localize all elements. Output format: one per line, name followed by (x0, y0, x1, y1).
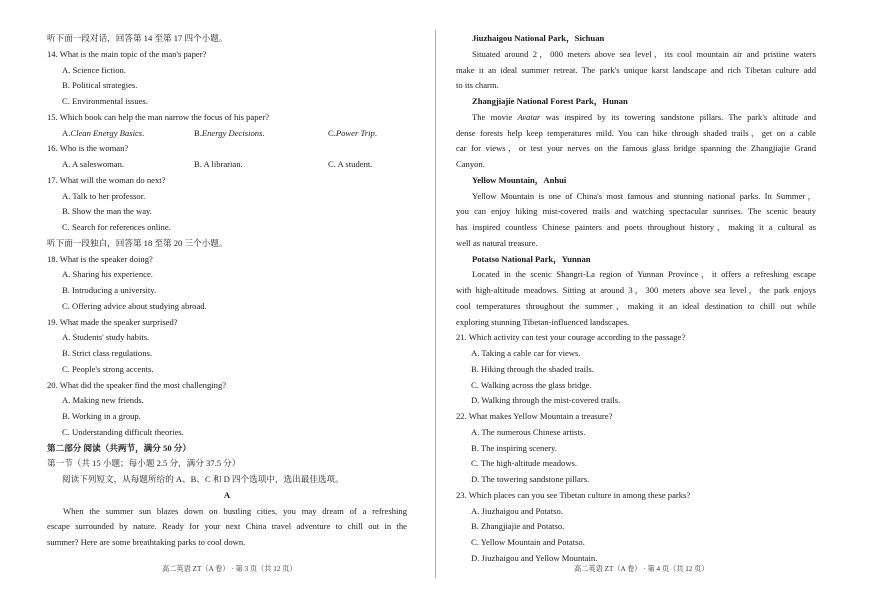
park-1-line-2: make it an ideal summer retreat. The park's unique karst landscape and rich Tibetan culture add (456, 64, 816, 75)
question-20-option-a[interactable]: A. Making new friends. (62, 395, 144, 406)
question-15-options (47, 126, 407, 142)
question-19-option-a[interactable]: A. Students' study habits. (62, 332, 150, 343)
left-page-footer: 高二英语 ZT（A 卷） · 第 3 页（共 12 页） (162, 565, 297, 573)
question-23-stem: 23. Which places can you see Tibetan culture in among these parks? (456, 489, 691, 500)
question-20-option-b[interactable]: B. Working in a group. (62, 411, 141, 421)
question-18-option-c[interactable]: C. Offering advice about studying abroad. (62, 300, 207, 311)
park-3-line-3: has inspired countless Chinese painters and poets throughout history，making it a cultural as (456, 222, 816, 232)
question-16-option-a[interactable]: A. A saleswoman. (62, 159, 125, 169)
question-16-option-c[interactable]: C. A student. (328, 159, 373, 169)
park-4-line-1: Located in the scenic Shangri-La region of Yunnan Province，it offers a refreshing escape (472, 269, 816, 280)
question-18-stem: 18. What is the speaker doing? (47, 253, 153, 264)
reading-instructions: 阅读下列短文，从每题所给的 A、B、C 和 D 四个选项中，选出最佳选项。 (62, 474, 344, 484)
right-page-column (456, 31, 816, 567)
question-15-option-a[interactable]: A.Clean Energy Basics. (62, 127, 145, 138)
park-3-line-1: Yellow Mountain is one of China's most famous and stunning national parks. In Summer， (472, 190, 816, 201)
question-14-option-b[interactable]: B. Political strategies. (62, 80, 138, 91)
column-divider (435, 30, 436, 578)
park-4-line-2: with high-altitude meadows. Sitting at around 3，300 meters above sea level，the park enjoys (456, 285, 816, 295)
question-22-option-d[interactable]: D. The towering sandstone pillars. (471, 474, 590, 484)
question-20-option-c[interactable]: C. Understanding difficult theories. (62, 426, 184, 437)
park-3-line-4: well as natural treasure. (456, 237, 538, 248)
question-15-stem: 15. Which book can help the man narrow the focus of his paper? (47, 111, 270, 122)
question-23-option-a[interactable]: A. Jiuzhaigou and Potatso. (471, 505, 563, 516)
question-18-option-a[interactable]: A. Sharing his experience. (62, 269, 153, 280)
question-20-stem: 20. What did the speaker find the most challenging? (47, 379, 227, 390)
park-1-line-3: to its charm. (456, 80, 499, 91)
park-2-line-3: car for views，or test your nerves on the famous glass bridge spanning the Zhangjiajie Grand (456, 143, 816, 154)
question-19-option-c[interactable]: C. People's strong accents. (62, 363, 154, 374)
question-15-option-b[interactable]: B.Energy Decisions. (194, 127, 265, 138)
park-3-line-2: you can enjoy hiking mist-covered trails and watching spectacular sunrises. The scenic beauty (456, 206, 816, 217)
question-19-stem: 19. What made the speaker surprised? (47, 316, 178, 327)
question-23-option-d[interactable]: D. Jiuzhaigou and Yellow Mountain. (471, 552, 598, 563)
question-18-option-b[interactable]: B. Introducing a university. (62, 285, 157, 295)
question-22-stem: 22. What makes Yellow Mountain a treasure? (456, 411, 613, 421)
question-17-option-c[interactable]: C. Search for references online. (62, 222, 171, 232)
listening-section-intro: 听下面一段对话，回答第 14 至第 17 四个小题。 (47, 33, 228, 43)
question-17-stem: 17. What will the woman do next? (47, 174, 166, 185)
question-19-option-b[interactable]: B. Strict class regulations. (62, 348, 152, 358)
movie-title: Avatar (517, 111, 541, 122)
question-16-options (47, 157, 407, 173)
question-21-stem: 21. Which activity can test your courage according to the passage? (456, 332, 686, 343)
passage-intro-line-2: escape surrounded by nature. Ready for your next China travel adventure to chill out in the (47, 521, 407, 532)
section-1-title: 第一节（共 15 小题；每小题 2.5 分，满分 37.5 分） (47, 458, 241, 469)
passage-a-label: A (223, 489, 231, 500)
park-4-title: Potatso National Park，Yunnan (472, 253, 591, 264)
left-page-column (47, 31, 407, 551)
question-16-option-b[interactable]: B. A librarian. (194, 159, 243, 169)
monologue-section-intro: 听下面一段独白，回答第 18 至第 20 三个小题。 (47, 237, 228, 248)
question-16-stem: 16. Who is the woman? (47, 143, 129, 154)
question-14-option-a[interactable]: A. Science fiction. (62, 64, 126, 75)
question-22-option-b[interactable]: B. The inspiring scenery. (471, 442, 557, 453)
right-page-footer: 高二英语 ZT（A 卷） · 第 4 页（共 12 页） (574, 565, 709, 573)
park-2-title: Zhangjiajie National Forest Park，Hunan (472, 96, 628, 106)
question-15-option-c[interactable]: C.Power Trip. (328, 127, 377, 138)
question-14-option-c[interactable]: C. Environmental issues. (62, 96, 148, 106)
park-1-title: Jiuzhaigou National Park，Sichuan (472, 33, 605, 43)
question-21-option-b[interactable]: B. Hiking through the shaded trails. (471, 363, 594, 374)
question-22-option-c[interactable]: C. The high-altitude meadows. (471, 458, 578, 469)
park-2-line-4: Canyon. (456, 159, 485, 169)
park-4-line-3: cool temperatures throughout the summer，making it an ideal destination to chill out while (456, 300, 816, 311)
passage-intro-line-1: When the summer sun blazes down on bustling cities, you may dream of a refreshing (63, 505, 407, 516)
park-2-line-2: dense forests help keep temperatures mild. You can hike through shaded trails，get on a cable (456, 127, 816, 138)
park-3-title: Yellow Mountain，Anhui (472, 174, 567, 185)
question-17-option-a[interactable]: A. Talk to her professor. (62, 190, 146, 201)
question-23-option-b[interactable]: B. Zhangjiajie and Potatso. (471, 521, 565, 532)
question-23-option-c[interactable]: C. Yellow Mountain and Potatso. (471, 537, 585, 547)
question-21-option-c[interactable]: C. Walking across the glass bridge. (471, 379, 592, 390)
park-2-line-1: The movie Avatar was inspired by its towering sandstone pillars. The park's altitude and (472, 111, 816, 122)
part-2-title: 第二部分 阅读（共两节，满分 50 分） (47, 442, 191, 453)
passage-intro-line-3: summer? Here are some breathtaking parks to cool down. (47, 537, 246, 547)
park-1-line-1: Situated around 2，000 meters above sea level，its cool mountain air and pristine waters (472, 48, 816, 59)
question-22-option-a[interactable]: A. The numerous Chinese artists. (471, 426, 586, 437)
question-14-stem: 14. What is the main topic of the man's paper? (47, 48, 207, 59)
question-21-option-a[interactable]: A. Taking a cable car for views. (471, 348, 581, 358)
question-17-option-b[interactable]: B. Show the man the way. (62, 206, 152, 217)
question-21-option-d[interactable]: D. Walking through the mist-covered trails. (471, 395, 621, 406)
park-4-line-4: exploring stunning Tibetan-influenced landscapes. (456, 316, 630, 327)
